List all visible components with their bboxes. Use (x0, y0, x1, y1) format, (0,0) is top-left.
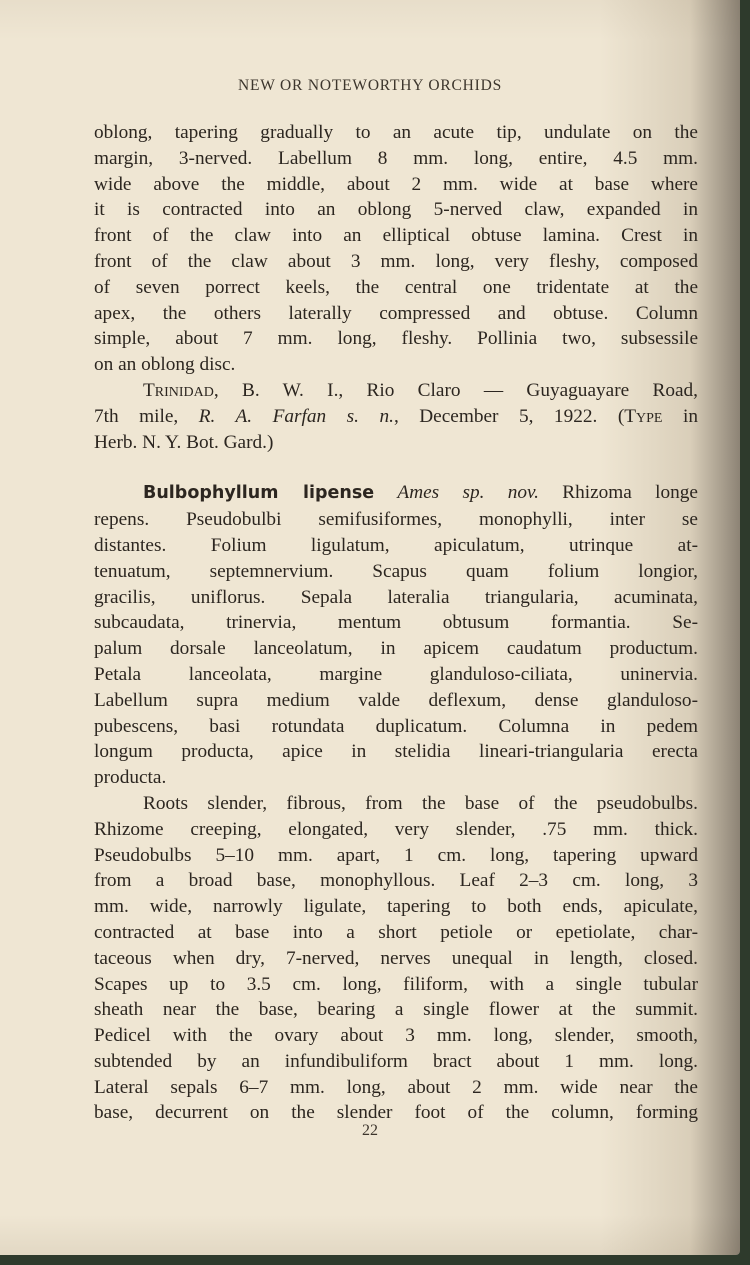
text-line: subtended by an infundibuliform bract about 1 mm. long. (94, 1050, 698, 1072)
text-line: gracilis, uniflorus. Sepala lateralia triangularia, acuminata, (94, 586, 698, 608)
text-line: contracted at base into a short petiole or epetiolate, char- (94, 921, 698, 943)
text-line: apex, the others laterally compressed and obtuse. Column (94, 302, 698, 324)
paragraph-gap (94, 455, 698, 480)
diagnosis-text: Rhizoma longe (538, 482, 698, 504)
page-number: 22 (362, 1122, 378, 1139)
text-line: on an oblong disc. (94, 354, 236, 376)
text-line: distantes. Folium ligulatum, apiculatum, utrinque at- (94, 534, 698, 556)
citation-text: , December 5, 1922. ( (393, 405, 625, 427)
locality: Trinidad (143, 379, 214, 401)
text-line: Roots slender, fibrous, from the base of the pseudobulbs. (143, 792, 698, 814)
english-description (94, 791, 698, 1126)
text-line: mm. wide, narrowly ligulate, tapering to both ends, apiculate, (94, 896, 698, 918)
text-line: longum producta, apice in stelidia lineari-triangularia erecta (94, 741, 698, 763)
citation-text: 7th mile, (94, 405, 199, 427)
text-line: taceous when dry, 7-nerved, nerves unequal in length, closed. (94, 947, 698, 969)
text-line: Scapes up to 3.5 cm. long, filiform, with a single tubular (94, 973, 698, 995)
citation-line (94, 404, 698, 430)
citation-text: , B. W. I., Rio Claro — Guyaguayare Road, (213, 379, 698, 401)
text-line: of seven porrect keels, the central one tridentate at the (94, 276, 698, 298)
paragraph-description-continued (94, 120, 698, 378)
specimen-citation (94, 378, 698, 455)
text-line: it is contracted into an oblong 5-nerved claw, expanded in (94, 199, 698, 221)
page-body (94, 120, 698, 1126)
running-head: NEW OR NOTEWORTHY ORCHIDS (237, 77, 503, 94)
citation-line: Herb. N. Y. Bot. Gard.) (94, 431, 274, 453)
text-line: Rhizome creeping, elongated, very slender, .75 mm. thick. (94, 818, 698, 840)
text-line: Labellum supra medium valde deflexum, dense glanduloso- (94, 689, 698, 711)
text-line: from a broad base, monophyllous. Leaf 2–3 cm. long, 3 (94, 870, 698, 892)
type-label: Type (624, 405, 663, 427)
text-line: palum dorsale lanceolatum, in apicem caudatum productum. (94, 638, 698, 660)
collector: R. A. Farfan s. n. (198, 405, 394, 427)
text-line: oblong, tapering gradually to an acute tip, undulate on the (94, 122, 698, 143)
text-line: repens. Pseudobulbi semifusiformes, monophylli, inter se (94, 509, 698, 531)
text-line: Pedicel with the ovary about 3 mm. long, slender, smooth, (94, 1025, 698, 1047)
text-line: tenuatum, septemnervium. Scapus quam folium longior, (94, 560, 698, 582)
text-line: front of the claw into an elliptical obtuse lamina. Crest in (94, 225, 698, 247)
text-line: front of the claw about 3 mm. long, very fleshy, composed (94, 250, 698, 272)
text-line: wide above the middle, about 2 mm. wide at base where (94, 173, 698, 195)
text-line: Petala lanceolata, margine glanduloso-ciliata, uninervia. (94, 663, 698, 685)
species-authority: Ames sp. nov. (397, 482, 539, 504)
text-line: sheath near the base, bearing a single flower at the summit. (94, 999, 698, 1021)
text-line: margin, 3-nerved. Labellum 8 mm. long, entire, 4.5 mm. (94, 147, 698, 169)
citation-text: in (662, 405, 698, 427)
text-line: Pseudobulbs 5–10 mm. apart, 1 cm. long, tapering upward (94, 844, 698, 866)
species-name: Bulbophyllum lipense (143, 483, 375, 504)
text-line: Lateral sepals 6–7 mm. long, about 2 mm. wide near the (94, 1076, 698, 1098)
citation-line (94, 378, 698, 404)
text-line: subcaudata, trinervia, mentum obtusum formantia. Se- (94, 612, 698, 634)
text-line: producta. (94, 767, 167, 789)
text-line: pubescens, basi rotundata duplicatum. Columna in pedem (94, 715, 698, 737)
latin-diagnosis (94, 480, 698, 791)
text-line: base, decurrent on the slender foot of the column, forming (94, 1102, 698, 1124)
diagnosis-first-line (94, 480, 698, 507)
text-line: simple, about 7 mm. long, fleshy. Pollinia two, subsessile (94, 328, 698, 350)
